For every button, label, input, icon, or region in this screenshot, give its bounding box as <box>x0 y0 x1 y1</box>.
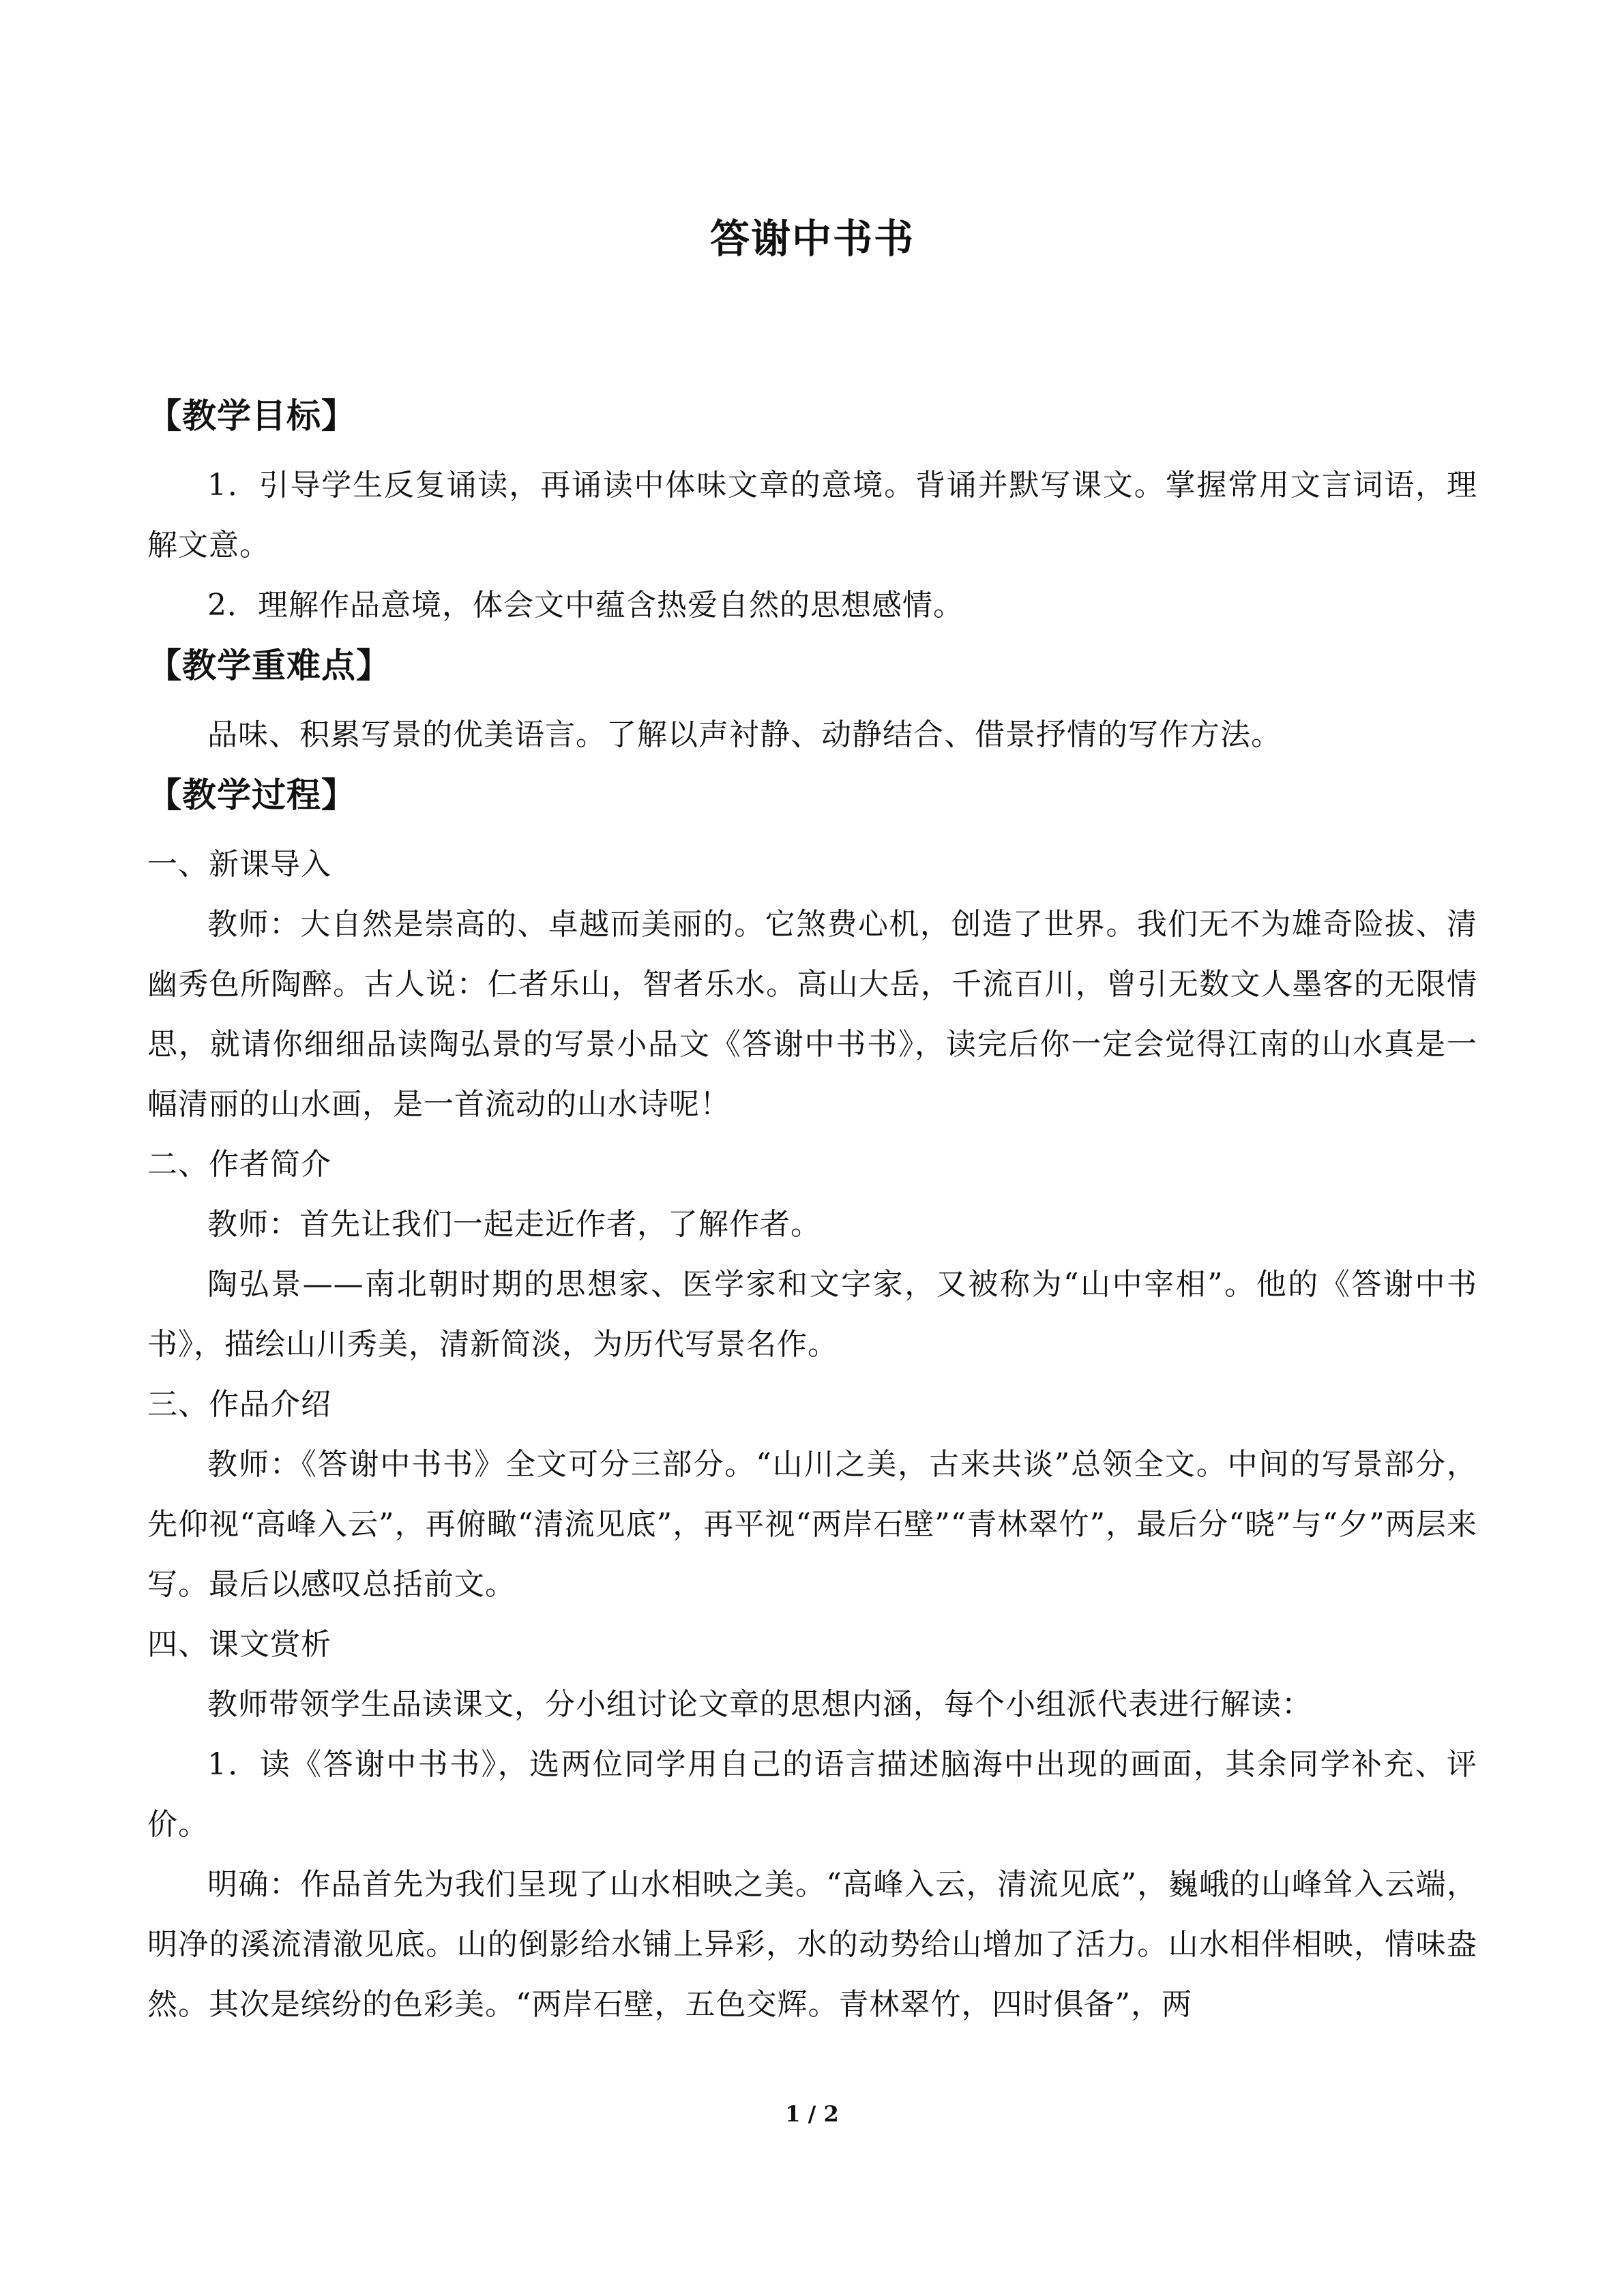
goal-item-2: 2．理解作品意境，体会文中蕴含热爱自然的思想感情。 <box>207 588 964 623</box>
section-heading-keypoints: 【教学重难点】 <box>147 645 391 685</box>
page-number: 1 / 2 <box>785 2101 839 2127</box>
document-title: 答谢中书书 <box>709 215 915 262</box>
step-intro-paragraph: 教师：大自然是崇高的、卓越而美丽的。它煞费心机，创造了世界。我们无不为雄奇险拔、清幽秀色所陶醉。古人说：仁者乐山，智者乐水。高山大岳，千流百川，曾引无数文人墨客的无限情思，就请你细细品读陶弘景的写景小品文《答谢中书书》，读完后你一定会觉得江南的山水真是一幅清丽的山水画，是一首流动的山水诗呢！ <box>147 907 1477 1122</box>
step-title-analysis: 四、课文赏析 <box>147 1627 331 1662</box>
step-title-author: 二、作者简介 <box>147 1147 331 1182</box>
section-heading-goals: 【教学目标】 <box>147 396 356 436</box>
keypoints-text: 品味、积累写景的优美语言。了解以声衬静、动静结合、借景抒情的写作方法。 <box>207 717 1282 752</box>
step-work-paragraph: 教师：《答谢中书书》全文可分三部分。“山川之美，古来共谈”总领全文。中间的写景部分，先仰视“高峰入云”，再俯瞰“清流见底”，再平视“两岸石壁”“青林翠竹”，最后分“晓”与“夕”两层来写。最后以感叹总括前文。 <box>147 1447 1477 1602</box>
step-title-work: 三、作品介绍 <box>147 1387 331 1422</box>
section-heading-process: 【教学过程】 <box>147 775 356 815</box>
document-body <box>147 205 1477 2035</box>
step-author-paragraph-2: 陶弘景——南北朝时期的思想家、医学家和文字家，又被称为“山中宰相”。他的《答谢中书书》，描绘山川秀美，清新简淡，为历代写景名作。 <box>147 1267 1477 1362</box>
goal-item-1: 1．引导学生反复诵读，再诵读中体味文章的意境。背诵并默写课文。掌握常用文言词语，理解文意。 <box>147 468 1477 563</box>
step-author-paragraph-1: 教师：首先让我们一起走近作者，了解作者。 <box>207 1207 821 1242</box>
step-title-intro: 一、新课导入 <box>147 847 331 882</box>
step-analysis-paragraph-2: 1．读《答谢中书书》，选两位同学用自己的语言描述脑海中出现的画面，其余同学补充、评价。 <box>147 1747 1477 1842</box>
step-analysis-paragraph-3: 明确：作品首先为我们呈现了山水相映之美。“高峰入云，清流见底”，巍峨的山峰耸入云端，明净的溪流清澈见底。山的倒影给水铺上异彩，水的动势给山增加了活力。山水相伴相映，情味盎然。其次是缤纷的色彩美。“两岸石壁，五色交辉。青林翠竹，四时俱备”，两 <box>147 1867 1477 2022</box>
step-analysis-paragraph-1: 教师带领学生品读课文，分小组讨论文章的思想内涵，每个小组派代表进行解读： <box>207 1687 1312 1722</box>
